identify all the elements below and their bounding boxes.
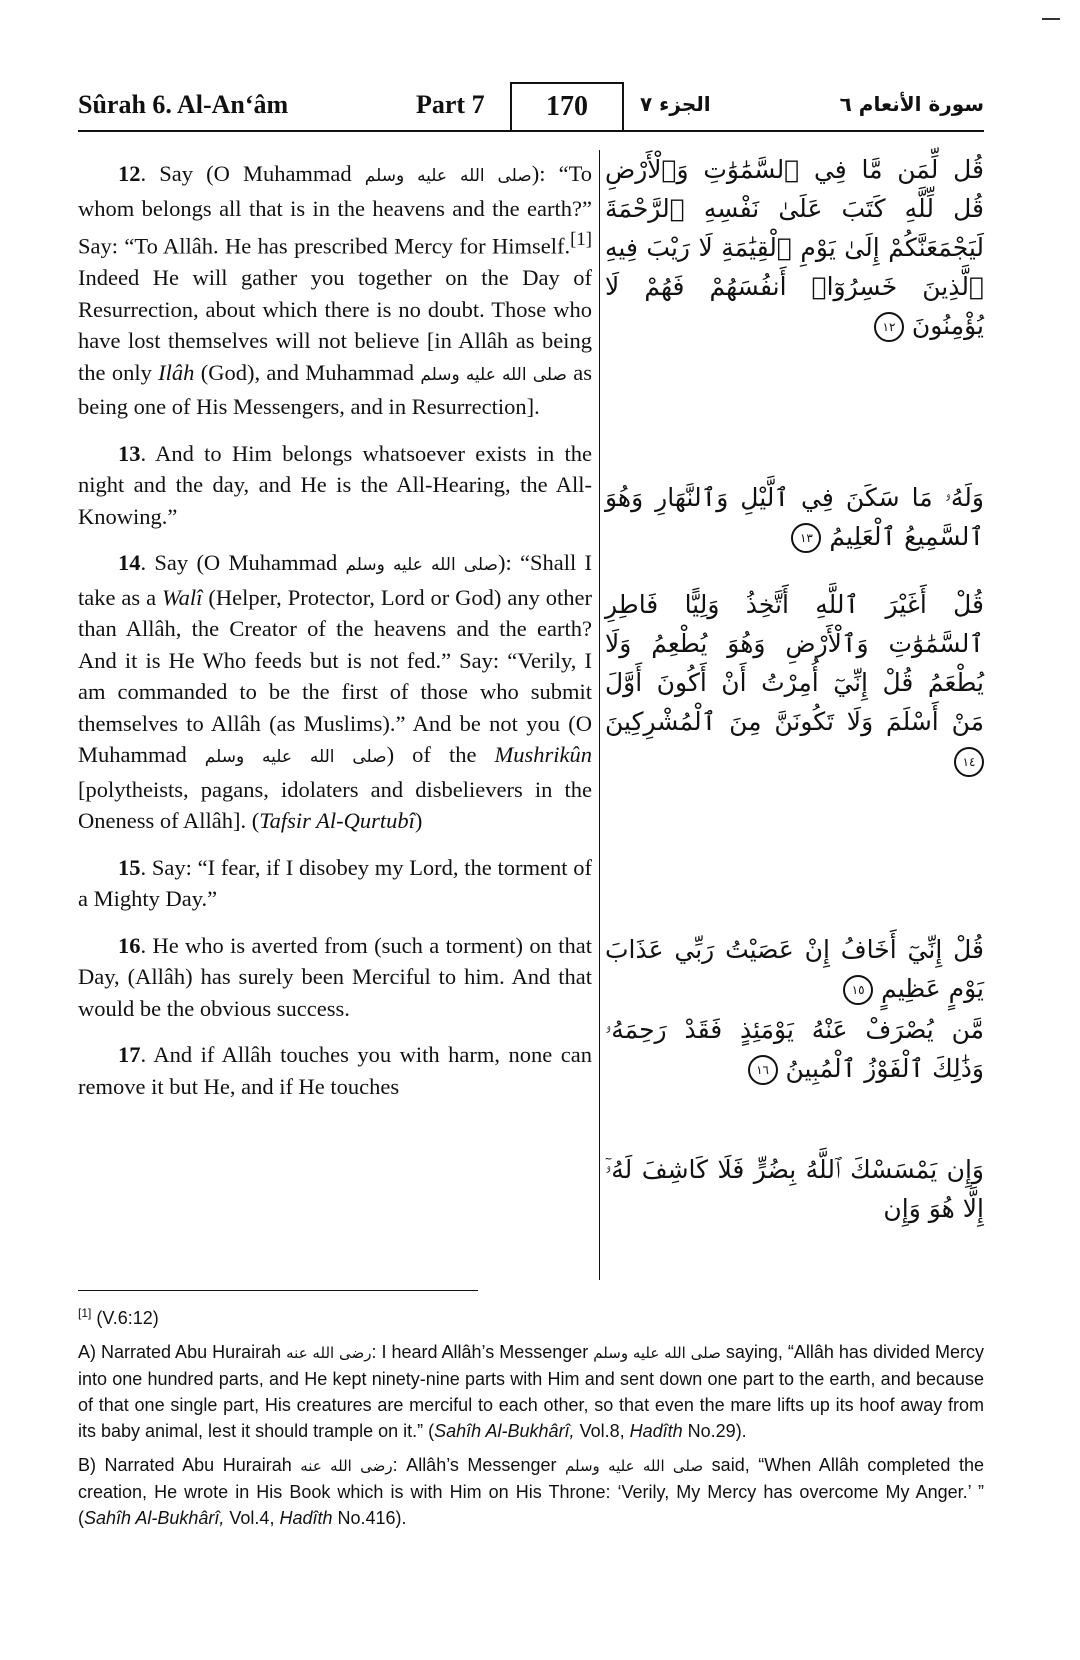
part-label: Part 7 [416, 90, 485, 119]
arabic-surah-title: سورة الأنعام ٦ [839, 92, 984, 116]
verse-17: 17. And if Allâh touches you with harm, none can remove it but He, and if He touches [78, 1042, 592, 1099]
verse-14: 14. Say (O Muhammad صلى الله عليه وسلم): “Shall I take as a Walî (Helper, Protector, Lord or God) any other than Allâh, the Creator of the heavens and the earth? And it is He Who feeds but is not fed.” Say: “Verily, I am commanded to be the first of those who submit themselves to Allâh (as Muslims).” And be not you (O Muhammad صلى الله عليه وسلم) of the Mushrikûn [polytheists, pagans, idolaters and disbelievers in the Oneness of Allâh]. (Tafsir Al-Qurtubî) [78, 550, 593, 833]
verse-12: 12. Say (O Muhammad صلى الله عليه وسلم): “To whom belongs all that is in the heavens and the earth?” Say: “To Allâh. He has prescribed Mercy for Himself.[1] Indeed He will gather you together on the Day of Resurrection, about which there is no doubt. Those who have lost themselves will not believe [in Allâh as being the only Ilâh (God), and Muhammad صلى الله عليه وسلم as being one of His Messengers, and in Resurrection]. [78, 161, 593, 419]
verse-16: 16. He who is averted from (such a torment) on that Day, (Allâh) has surely been Merciful to him. And that would be the obvious success. [78, 932, 592, 1021]
footnote-b: B) Narrated Abu Hurairah رضى الله عنه: Allâh’s Messenger صلى الله عليه وسلم said, “When Allâh completed the creation, He wrote in His Book which is with Him on His Throne: ‘Verily, My Mercy has overcome My Anger.’ ” (Sahîh Al-Bukhârî, Vol.4, Hadîth No.416). [78, 1455, 984, 1528]
footnotes [78, 1300, 984, 1539]
verse-15: 15. Say: “I fear, if I disobey my Lord, the torment of a Mighty Day.” [78, 854, 592, 911]
surah-title: Sûrah 6. Al-An‘âm [78, 90, 289, 119]
page-header [78, 84, 984, 134]
footnote-reference: [1] (V.6:12) [78, 1306, 159, 1328]
header-rule [78, 130, 984, 132]
ayah-end-marker: ١٤ [954, 747, 984, 777]
verse-13: 13. And to Him belongs whatsoever exists in the night and the day, and He is the All-Hearing, the All-Knowing.” [78, 440, 592, 529]
arabic-verse-13: وَلَهُۥ مَا سَكَنَ فِي ٱلَّيْلِ وَٱلنَّهَارِ وَهُوَ ٱلسَّمِيعُ ٱلْعَلِيمُ ١٣ [605, 483, 984, 551]
footnote-a: A) Narrated Abu Hurairah رضى الله عنه: I heard Allâh’s Messenger صلى الله عليه وسلم saying, “Allâh has divided Mercy into one hundred parts, and He kept ninety-nine parts with Him and sent down one part to the earth, and because of that one single part, His creatures are merciful to each other, so that even the mare lifts up its hoof away from its baby animal, lest it should trample on it.” (Sahîh Al-Bukhârî, Vol.8, Hadîth No.29). [78, 1342, 984, 1441]
footnote-marker: [1] [570, 229, 592, 250]
ayah-end-marker: ١٦ [748, 1055, 778, 1085]
ayah-end-marker: ١٣ [791, 523, 821, 553]
column-divider [599, 150, 600, 1280]
arabic-verse-17: وَإِن يَمْسَسْكَ ٱللَّهُ بِضُرٍّ فَلَا كَاشِفَ لَهُۥٓ إِلَّا هُوَ وَإِن [605, 1155, 984, 1223]
ayah-end-marker: ١٥ [843, 975, 873, 1005]
arabic-verse-12: قُل لِّمَن مَّا فِي ٱلسَّمَٰوَٰتِ وَٱلْأَرْضِ قُل لِّلَّهِ كَتَبَ عَلَىٰ نَفْسِهِ ٱلرَّحْمَةَ لَيَجْمَعَنَّكُمْ إِلَىٰ يَوْمِ ٱلْقِيَٰمَةِ لَا رَيْبَ فِيهِ ٱلَّذِينَ خَسِرُوٓا۟ أَنفُسَهُمْ فَهُمْ لَا يُؤْمِنُونَ ١٢ [605, 155, 984, 340]
arabic-verse-14: قُلْ أَغَيْرَ ٱللَّهِ أَتَّخِذُ وَلِيًّا فَاطِرِ ٱلسَّمَٰوَٰتِ وَٱلْأَرْضِ وَهُوَ يُطْعِمُ وَلَا يُطْعَمُ قُلْ إِنِّيٓ أُمِرْتُ أَنْ أَكُونَ أَوَّلَ مَنْ أَسْلَمَ وَلَا تَكُونَنَّ مِنَ ٱلْمُشْرِكِينَ ١٤ [605, 585, 984, 780]
arabic-verse-16: مَّن يُصْرَفْ عَنْهُ يَوْمَئِذٍ فَقَدْ رَحِمَهُۥ وَذَٰلِكَ ٱلْفَوْزُ ٱلْمُبِينُ ١٦ [605, 1015, 984, 1083]
page-number: 170 [510, 82, 624, 130]
arabic-verse-15: قُلْ إِنِّيٓ أَخَافُ إِنْ عَصَيْتُ رَبِّي عَذَابَ يَوْمٍ عَظِيمٍ ١٥ [605, 935, 984, 1003]
english-translation-column [78, 158, 592, 1117]
corner-dash [1042, 18, 1060, 20]
arabic-part-label: الجزء ٧ [640, 92, 711, 116]
footnote-rule [78, 1290, 478, 1291]
ayah-end-marker: ١٢ [874, 312, 904, 342]
